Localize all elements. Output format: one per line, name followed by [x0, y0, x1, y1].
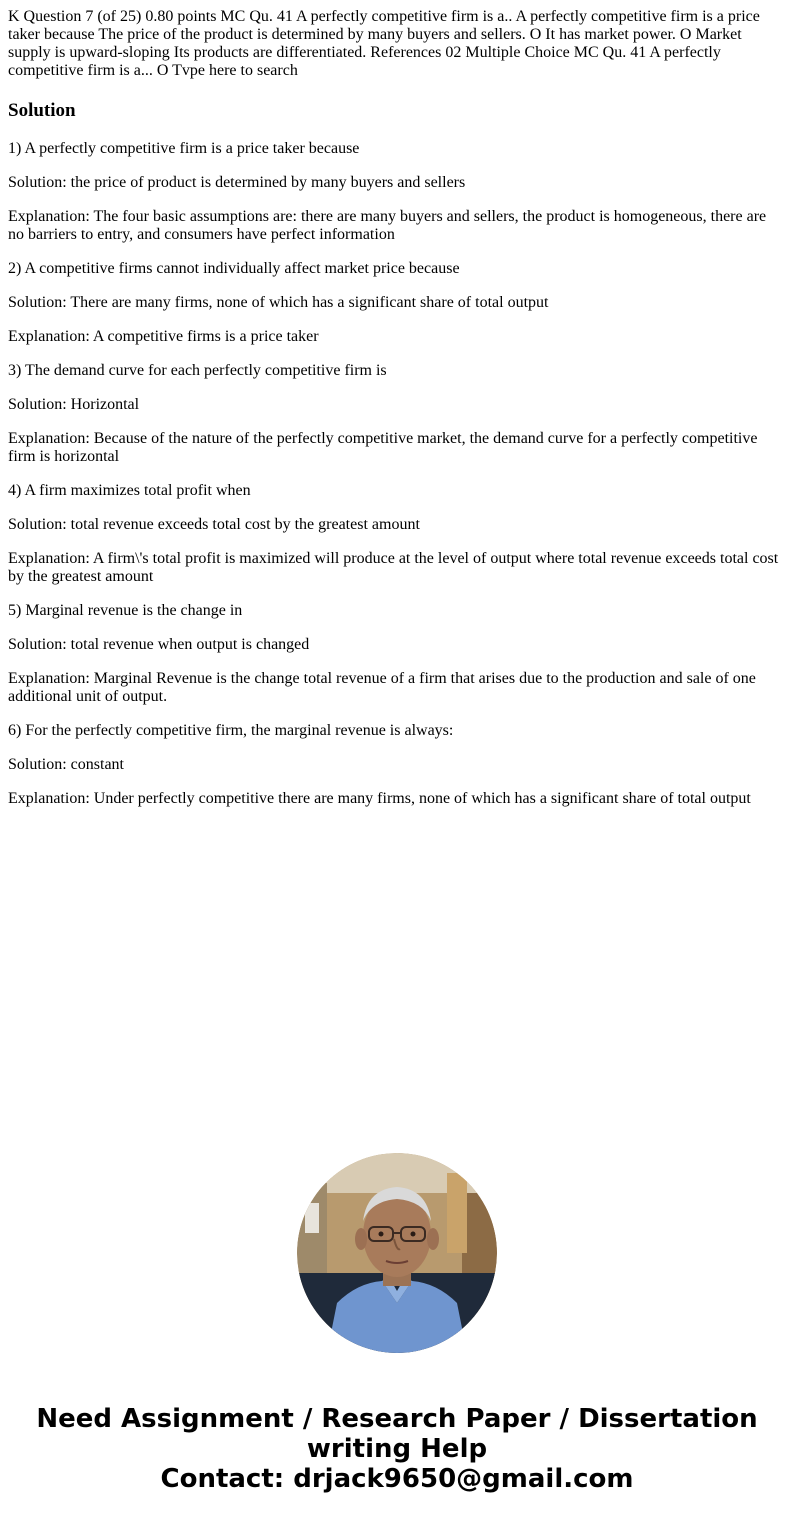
item-question: 4) A firm maximizes total profit when	[8, 482, 251, 499]
qa-item-5	[8, 602, 786, 706]
qa-item-1	[8, 140, 786, 244]
qa-item-4	[8, 482, 786, 586]
item-solution: Solution: total revenue exceeds total cost by the greatest amount	[8, 516, 420, 533]
item-solution: Solution: constant	[8, 756, 124, 773]
document-body	[8, 8, 786, 824]
author-avatar	[297, 1153, 497, 1353]
item-solution: Solution: the price of product is determined by many buyers and sellers	[8, 174, 466, 191]
footer-line-1: Need Assignment / Research Paper / Dissertation	[36, 1404, 758, 1434]
item-solution: Solution: Horizontal	[8, 396, 140, 413]
item-explanation: Explanation: Because of the nature of the perfectly competitive market, the demand curve for a perfectly competitive firm is horizontal	[8, 430, 758, 465]
item-question: 3) The demand curve for each perfectly competitive firm is	[8, 362, 387, 379]
solution-heading: Solution	[8, 100, 76, 121]
contact-footer	[0, 1404, 794, 1494]
qa-item-2	[8, 260, 786, 346]
item-explanation: Explanation: The four basic assumptions are: there are many buyers and sellers, the product is homogeneous, there are no barriers to entry, and consumers have perfect information	[8, 208, 767, 243]
item-explanation: Explanation: Marginal Revenue is the change total revenue of a firm that arises due to the production and sale of one additional unit of output.	[8, 670, 756, 705]
item-solution: Solution: total revenue when output is changed	[8, 636, 310, 653]
qa-item-3	[8, 362, 786, 466]
question-text: K Question 7 (of 25) 0.80 points MC Qu. 41 A perfectly competitive firm is a.. A perfectly competitive firm is a price taker because The price of the product is determined by many buyers and sellers. O It has market power. O Market supply is upward-sloping Its products are differentiated. References 02 Multiple Choice MC Qu. 41 A perfectly competitive firm is a... O Tvpe here to search	[8, 8, 760, 79]
item-question: 1) A perfectly competitive firm is a price taker because	[8, 140, 360, 157]
author-photo	[297, 1153, 497, 1353]
item-question: 6) For the perfectly competitive firm, the marginal revenue is always:	[8, 722, 454, 739]
item-question: 2) A competitive firms cannot individually affect market price because	[8, 260, 460, 277]
item-explanation: Explanation: Under perfectly competitive there are many firms, none of which has a significant share of total output	[8, 790, 751, 807]
item-question: 5) Marginal revenue is the change in	[8, 602, 243, 619]
item-explanation: Explanation: A firm\'s total profit is maximized will produce at the level of output where total revenue exceeds total cost by the greatest amount	[8, 550, 779, 585]
footer-contact-email: Contact: drjack9650@gmail.com	[160, 1464, 634, 1494]
item-solution: Solution: There are many firms, none of which has a significant share of total output	[8, 294, 549, 311]
footer-line-2: writing Help	[306, 1434, 488, 1464]
qa-item-6	[8, 722, 786, 808]
item-explanation: Explanation: A competitive firms is a price taker	[8, 328, 319, 345]
